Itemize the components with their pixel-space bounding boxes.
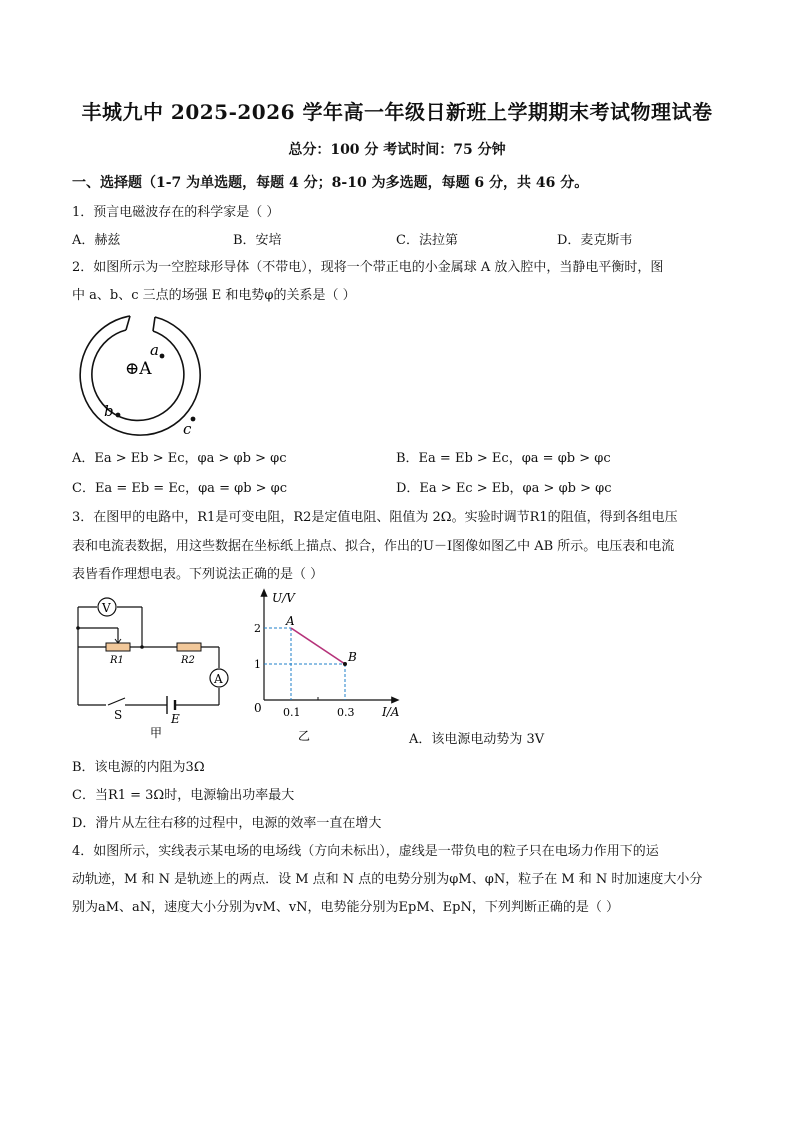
point-b-dot xyxy=(116,413,121,418)
exam-title: 丰城九中 2025-2026 学年高一年级日新班上学期期末考试物理试卷 xyxy=(81,100,713,124)
q4-line1: 4．如图所示，实线表示某电场的电场线（方向未标出），虚线是一带负电的粒子只在电场力作用下的运 xyxy=(72,844,659,859)
point-b-label: b xyxy=(104,402,114,420)
exam-subtitle: 总分：100 分 考试时间：75 分钟 xyxy=(288,142,506,158)
q2-option-d: D．Ea > Ec > Eb，φa > φb > φc xyxy=(396,481,612,496)
point-b-dot xyxy=(343,662,347,666)
point-label-a: A xyxy=(286,614,295,628)
q3-option-a: A．该电源电动势为 3V xyxy=(409,732,545,747)
origin-label: 0 xyxy=(254,701,262,715)
q4-line2: 动轨迹，M 和 N 是轨迹上的两点．设 M 点和 N 点的电势分别为φM、φN，粒子在 M 和 N 时加速度大小分 xyxy=(72,872,703,887)
r2-resistor xyxy=(177,643,201,651)
point-label-b: B xyxy=(348,650,357,664)
hollow-sphere-figure xyxy=(70,308,220,440)
q4-line3: 别为aM、aN，速度大小分别为vM、vN，电势能分别为EpM、EpN，下列判断正确的是（ ） xyxy=(72,900,620,915)
q3-option-c: C．当R1 = 3Ω时，电源输出功率最大 xyxy=(72,788,295,803)
q3-line2: 表和电流表数据，用这些数据在坐标纸上描点、拟合，作出的U－I图像如图乙中 AB 所示。电压表和电流 xyxy=(72,539,675,554)
point-a-label: a xyxy=(150,341,159,359)
r1-resistor xyxy=(106,643,130,651)
x-tick-label: 0.1 xyxy=(283,706,301,719)
source-label: E xyxy=(171,712,180,726)
q1-option-a: A．赫兹 xyxy=(72,233,121,248)
x-tick-label: 0.3 xyxy=(337,706,355,719)
q3-line3: 表皆看作理想电表。下列说法正确的是（ ） xyxy=(72,567,324,582)
y-tick-label: 1 xyxy=(254,658,261,671)
q1-stem: 1．预言电磁波存在的科学家是（ ） xyxy=(72,205,280,220)
ui-graph xyxy=(250,588,410,743)
chart-caption: 乙 xyxy=(298,729,311,743)
y-axis-label: U/V xyxy=(272,591,295,605)
charge-a-label: ⊕A xyxy=(125,359,152,379)
switch-label: S xyxy=(114,708,123,722)
r2-label: R2 xyxy=(181,655,195,666)
ammeter-label: A xyxy=(214,672,223,686)
q2-option-c: C．Ea = Eb = Ec，φa = φb > φc xyxy=(72,481,288,496)
switch-blade xyxy=(108,698,125,705)
q1-option-b: B．安培 xyxy=(233,233,282,248)
ab-line xyxy=(291,628,345,664)
q3-option-b: B．该电源的内阻为3Ω xyxy=(72,760,205,775)
q2-option-b: B．Ea = Eb > Ec，φa = φb > φc xyxy=(396,451,611,466)
point-a-dot xyxy=(160,354,165,359)
q1-option-d: D．麦克斯韦 xyxy=(557,233,633,248)
q3-line1: 3．在图甲的电路中，R1是可变电阻，R2是定值电阻、阻值为 2Ω。实验时调节R1的阻值，得到各组电压 xyxy=(72,510,678,525)
circuit-caption: 甲 xyxy=(150,726,163,740)
section-heading: 一、选择题（1-7 为单选题，每题 4 分；8-10 为多选题，每题 6 分，共 46 分。 xyxy=(72,175,589,191)
voltmeter-label: V xyxy=(102,601,111,615)
q2-option-a: A．Ea > Eb > Ec，φa > φb > φc xyxy=(72,451,287,466)
circuit-diagram xyxy=(70,595,240,743)
q2-line1: 2．如图所示为一空腔球形导体（不带电），现将一个带正电的小金属球 A 放入腔中，当静电平衡时，图 xyxy=(72,260,664,275)
point-c-label: c xyxy=(183,420,192,438)
q3-option-d: D．滑片从左往右移的过程中，电源的效率一直在增大 xyxy=(72,816,382,831)
y-tick-label: 2 xyxy=(254,622,261,635)
x-axis-label: I/A xyxy=(382,705,400,719)
q2-line2: 中 a、b、c 三点的场强 E 和电势φ的关系是（ ） xyxy=(72,288,356,303)
q1-option-c: C．法拉第 xyxy=(396,233,458,248)
r1-label: R1 xyxy=(110,655,124,666)
